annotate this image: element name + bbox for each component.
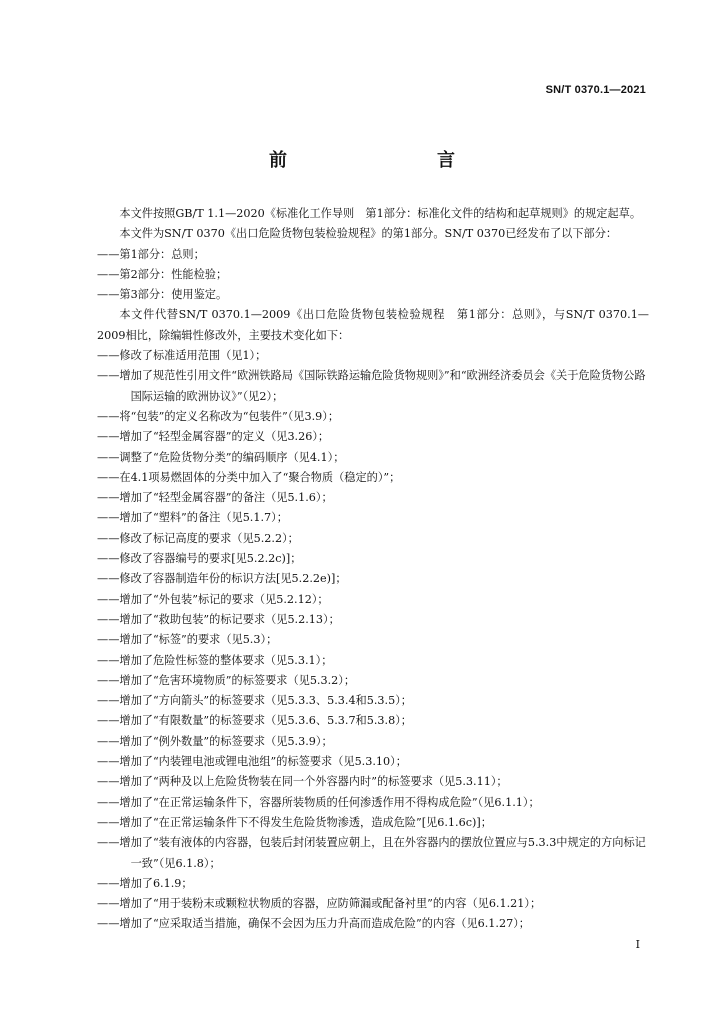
paragraph-series-info: 本文件为SN/T 0370《出口危险货物包装检验规程》的第1部分。SN/T 0370已经发布了以下部分： [119, 227, 618, 241]
list-item-part-3: ——第3部分：使用鉴定。 [97, 288, 228, 302]
change-item: ——增加了“装有液体的内容器，包装后封闭装置应朝上，且在外容器内的摆放位置应与5.3.3中规定的方向标记一致”（见6.1.8）； [97, 836, 646, 870]
change-item: ——增加了“内装锂电池或锂电池组”的标签要求（见5.3.10）； [97, 755, 407, 769]
paragraph-replacement: 本文件代替SN/T 0370.1—2009《出口危险货物包装检验规程 第1部分：总则》，与SN/T 0370.1—2009相比，除编辑性修改外，主要技术变化如下： [97, 308, 649, 342]
change-item: ——调整了“危险货物分类”的编码顺序（见4.1）； [97, 450, 345, 464]
change-item: ——修改了容器制造年份的标识方法[见5.2.2e)]； [97, 572, 347, 586]
change-item: ——增加了“轻型金属容器”的定义（见3.26）； [97, 430, 330, 444]
change-item: ——增加了“应采取适当措施，确保不会因为压力升高而造成危险”的内容（见6.1.27）； [97, 917, 530, 931]
page-title: 前 言 [269, 150, 493, 171]
change-item: ——增加了“标签”的要求（见5.3）； [97, 633, 278, 647]
change-item: ——增加了“危害环境物质”的标签要求（见5.3.2）； [97, 673, 356, 687]
change-item: ——增加了危险性标签的整体要求（见5.3.1）； [97, 653, 333, 667]
change-item: ——增加了“在正常运输条件下，容器所装物质的任何渗透作用不得构成危险”（见6.1.1）； [97, 795, 540, 809]
page-number: I [635, 938, 640, 951]
change-item: ——增加了“方向箭头”的标签要求（见5.3.3、5.3.4和5.3.5）； [97, 694, 412, 708]
change-item: ——修改了标准适用范围（见1）； [97, 349, 267, 363]
change-item: ——增加了“救助包装”的标记要求（见5.2.13）； [97, 612, 340, 626]
standard-code: SN/T 0370.1—2021 [545, 84, 646, 96]
change-item: ——增加了“塑料”的备注（见5.1.7）； [97, 511, 288, 525]
change-item: ——增加了6.1.9； [97, 876, 193, 890]
change-item: ——增加了“用于装粉末或颗粒状物质的容器，应防筛漏或配备衬里”的内容（见6.1.21）； [97, 897, 542, 911]
list-item-part-1: ——第1部分：总则； [97, 247, 205, 261]
document-body [97, 204, 649, 935]
change-item: ——修改了标记高度的要求（见5.2.2）； [97, 531, 299, 545]
change-item: ——增加了“例外数量”的标签要求（见5.3.9）； [97, 734, 333, 748]
change-item: ——增加了规范性引用文件“欧洲铁路局《国际铁路运输危险货物规则》”和“欧洲经济委员会《关于危险货物公路国际运输的欧洲协议》”（见2）； [97, 369, 646, 403]
change-item: ——增加了“在正常运输条件下不得发生危险货物渗透，造成危险”[见6.1.6c)]； [97, 815, 492, 829]
change-item: ——在4.1项易燃固体的分类中加入了“聚合物质（稳定的）”； [97, 470, 401, 484]
change-item: ——增加了“外包装”标记的要求（见5.2.12）； [97, 592, 329, 606]
change-item: ——增加了“有限数量”的标签要求（见5.3.6、5.3.7和5.3.8）； [97, 714, 412, 728]
change-item: ——增加了“轻型金属容器”的备注（见5.1.6）； [97, 491, 333, 505]
change-item: ——修改了容器编号的要求[见5.2.2c)]； [97, 552, 302, 566]
change-item: ——将“包装”的定义名称改为“包装件”（见3.9）； [97, 409, 340, 423]
change-item: ——增加了“两种及以上危险货物装在同一个外容器内时”的标签要求（见5.3.11）； [97, 775, 508, 789]
list-item-part-2: ——第2部分：性能检验； [97, 267, 228, 281]
paragraph-drafting-basis: 本文件按照GB/T 1.1—2020《标准化工作导则 第1部分：标准化文件的结构和起草规则》的规定起草。 [119, 207, 642, 220]
